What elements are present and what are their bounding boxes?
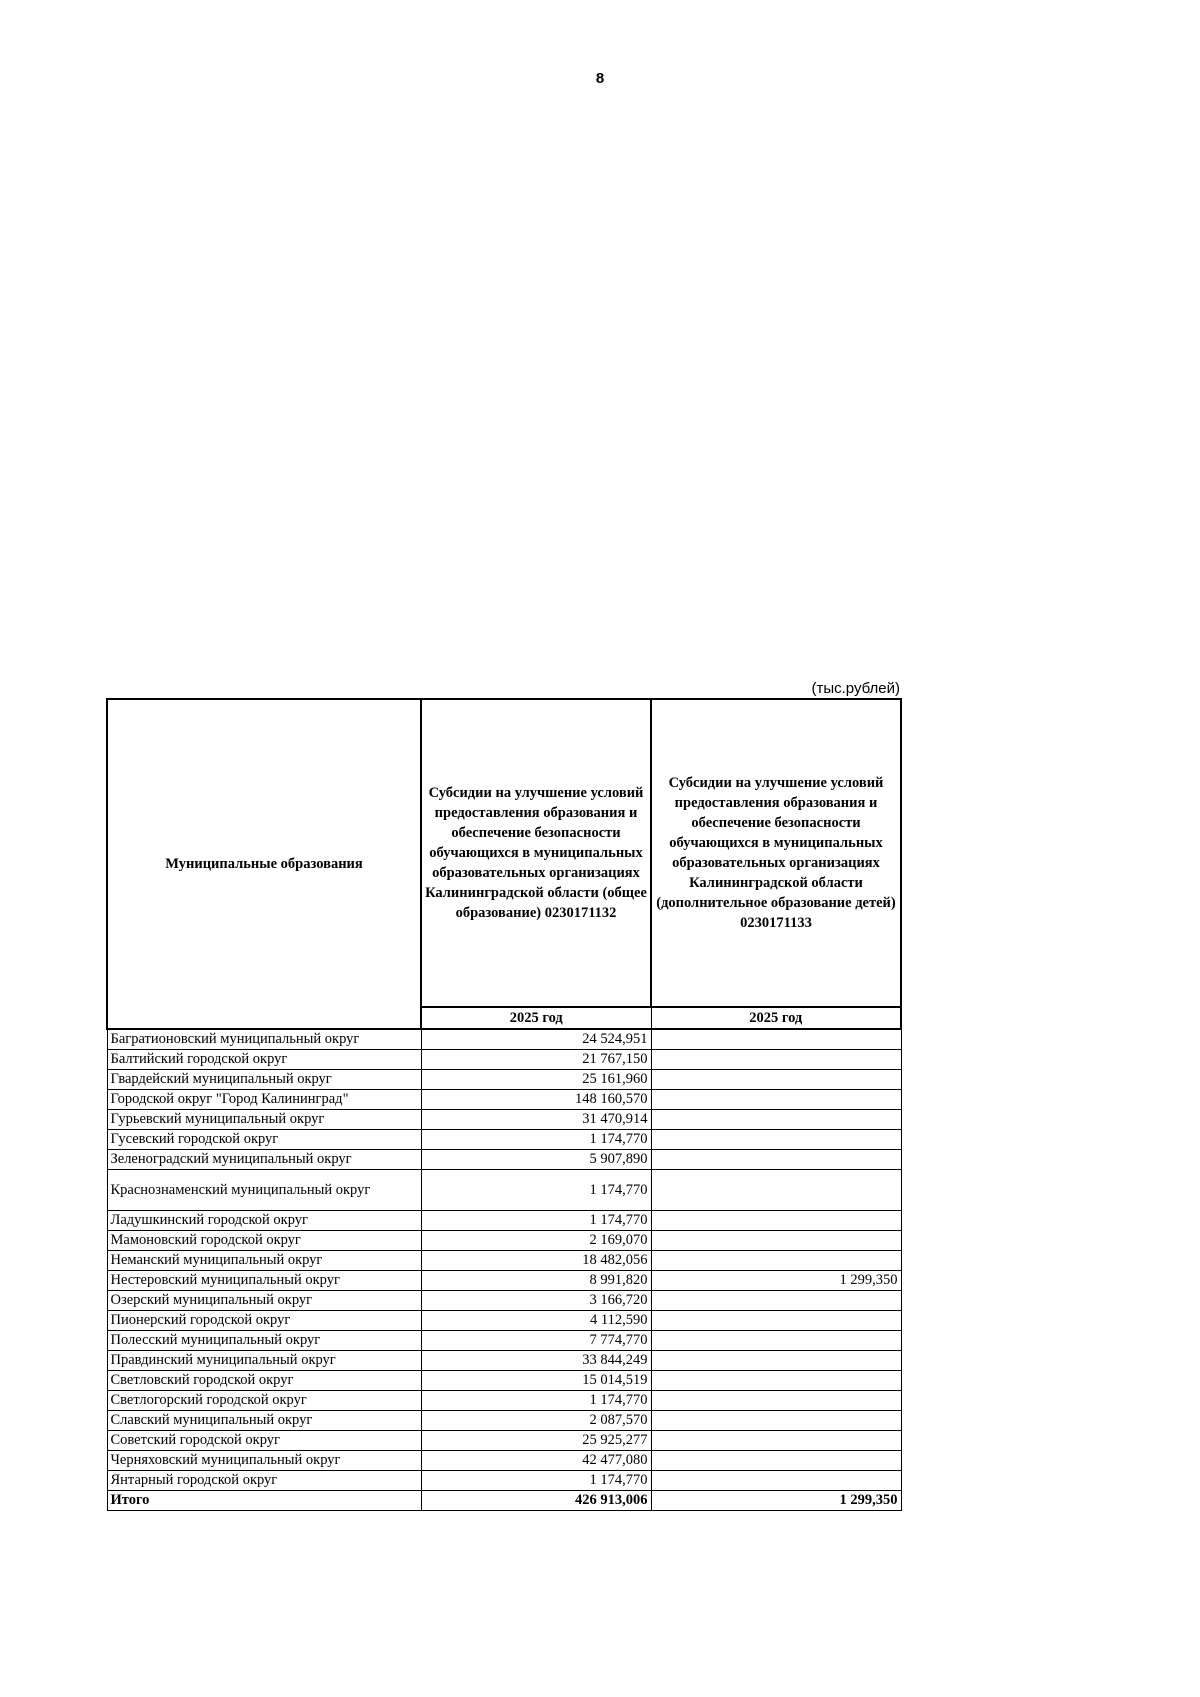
additional-education-value	[651, 1150, 901, 1170]
municipality-name: Краснознаменский муниципальный округ	[107, 1170, 421, 1211]
municipality-name: Городской округ "Город Калининград"	[107, 1090, 421, 1110]
table-row	[107, 1251, 901, 1271]
general-education-value: 7 774,770	[421, 1331, 651, 1351]
table-row	[107, 1150, 901, 1170]
general-education-value: 5 907,890	[421, 1150, 651, 1170]
total-additional-education: 1 299,350	[651, 1491, 901, 1511]
table-body	[107, 1029, 901, 1491]
additional-education-value	[651, 1070, 901, 1090]
table-row	[107, 1211, 901, 1231]
additional-education-value	[651, 1311, 901, 1331]
municipality-name: Светловский городской округ	[107, 1371, 421, 1391]
municipality-name: Правдинский муниципальный округ	[107, 1351, 421, 1371]
general-education-value: 1 174,770	[421, 1130, 651, 1150]
general-education-value: 1 174,770	[421, 1170, 651, 1211]
municipality-name: Зеленоградский муниципальный округ	[107, 1150, 421, 1170]
table-row	[107, 1451, 901, 1471]
municipality-name: Гвардейский муниципальный округ	[107, 1070, 421, 1090]
general-education-value: 1 174,770	[421, 1471, 651, 1491]
municipality-name: Черняховский муниципальный округ	[107, 1451, 421, 1471]
table-row	[107, 1090, 901, 1110]
header-municipalities: Муниципальные образования	[107, 699, 421, 1029]
total-general-education: 426 913,006	[421, 1491, 651, 1511]
general-education-value: 18 482,056	[421, 1251, 651, 1271]
general-education-value: 8 991,820	[421, 1271, 651, 1291]
municipality-name: Полесский муниципальный округ	[107, 1331, 421, 1351]
additional-education-value	[651, 1090, 901, 1110]
additional-education-value	[651, 1291, 901, 1311]
municipality-name: Пионерский городской округ	[107, 1311, 421, 1331]
table-row	[107, 1029, 901, 1050]
general-education-value: 31 470,914	[421, 1110, 651, 1130]
table-row	[107, 1411, 901, 1431]
general-education-value: 42 477,080	[421, 1451, 651, 1471]
total-label: Итого	[107, 1491, 421, 1511]
municipality-name: Янтарный городской округ	[107, 1471, 421, 1491]
general-education-value: 4 112,590	[421, 1311, 651, 1331]
additional-education-value	[651, 1391, 901, 1411]
general-education-value: 25 161,960	[421, 1070, 651, 1090]
municipality-name: Нестеровский муниципальный округ	[107, 1271, 421, 1291]
header-row	[107, 699, 901, 1007]
municipality-name: Мамоновский городской округ	[107, 1231, 421, 1251]
additional-education-value	[651, 1351, 901, 1371]
general-education-value: 15 014,519	[421, 1371, 651, 1391]
page-number: 8	[595, 70, 605, 87]
year-additional-education: 2025 год	[651, 1007, 901, 1029]
table-row	[107, 1070, 901, 1090]
general-education-value: 1 174,770	[421, 1391, 651, 1411]
additional-education-value	[651, 1331, 901, 1351]
additional-education-value	[651, 1451, 901, 1471]
additional-education-value	[651, 1411, 901, 1431]
municipality-name: Ладушкинский городской округ	[107, 1211, 421, 1231]
table-row	[107, 1291, 901, 1311]
total-row	[107, 1491, 901, 1511]
table-row	[107, 1391, 901, 1411]
table-row	[107, 1431, 901, 1451]
additional-education-value	[651, 1371, 901, 1391]
units-label: (тыс.рублей)	[811, 680, 900, 697]
general-education-value: 25 925,277	[421, 1431, 651, 1451]
table-row	[107, 1231, 901, 1251]
header-additional-education: Субсидии на улучшение условий предоставления образования и обеспечение безопасности обучающихся в муниципальных образовательных организациях Калининградской области (дополнительное образование детей) 0230171133	[651, 699, 901, 1007]
general-education-value: 2 087,570	[421, 1411, 651, 1431]
municipality-name: Озерский муниципальный округ	[107, 1291, 421, 1311]
table-row	[107, 1351, 901, 1371]
general-education-value: 21 767,150	[421, 1050, 651, 1070]
additional-education-value	[651, 1170, 901, 1211]
table-row	[107, 1271, 901, 1291]
subsidy-table	[106, 698, 902, 1511]
general-education-value: 148 160,570	[421, 1090, 651, 1110]
additional-education-value	[651, 1029, 901, 1050]
header-general-education: Субсидии на улучшение условий предоставления образования и обеспечение безопасности обучающихся в муниципальных образовательных организациях Калининградской области (общее образование) 0230171132	[421, 699, 651, 1007]
municipality-name: Неманский муниципальный округ	[107, 1251, 421, 1271]
table-row	[107, 1371, 901, 1391]
table-row	[107, 1110, 901, 1130]
general-education-value: 2 169,070	[421, 1231, 651, 1251]
municipality-name: Гусевский городской округ	[107, 1130, 421, 1150]
general-education-value: 33 844,249	[421, 1351, 651, 1371]
municipality-name: Светлогорский городской округ	[107, 1391, 421, 1411]
general-education-value: 3 166,720	[421, 1291, 651, 1311]
additional-education-value	[651, 1431, 901, 1451]
general-education-value: 1 174,770	[421, 1211, 651, 1231]
additional-education-value: 1 299,350	[651, 1271, 901, 1291]
additional-education-value	[651, 1130, 901, 1150]
table-row	[107, 1170, 901, 1211]
additional-education-value	[651, 1050, 901, 1070]
table-row	[107, 1050, 901, 1070]
municipality-name: Советский городской округ	[107, 1431, 421, 1451]
additional-education-value	[651, 1211, 901, 1231]
municipality-name: Багратионовский муниципальный округ	[107, 1029, 421, 1050]
additional-education-value	[651, 1231, 901, 1251]
general-education-value: 24 524,951	[421, 1029, 651, 1050]
year-general-education: 2025 год	[421, 1007, 651, 1029]
table-row	[107, 1311, 901, 1331]
municipality-name: Славский муниципальный округ	[107, 1411, 421, 1431]
table-row	[107, 1130, 901, 1150]
additional-education-value	[651, 1251, 901, 1271]
additional-education-value	[651, 1471, 901, 1491]
municipality-name: Гурьевский муниципальный округ	[107, 1110, 421, 1130]
municipality-name: Балтийский городской округ	[107, 1050, 421, 1070]
additional-education-value	[651, 1110, 901, 1130]
table-row	[107, 1331, 901, 1351]
table-row	[107, 1471, 901, 1491]
